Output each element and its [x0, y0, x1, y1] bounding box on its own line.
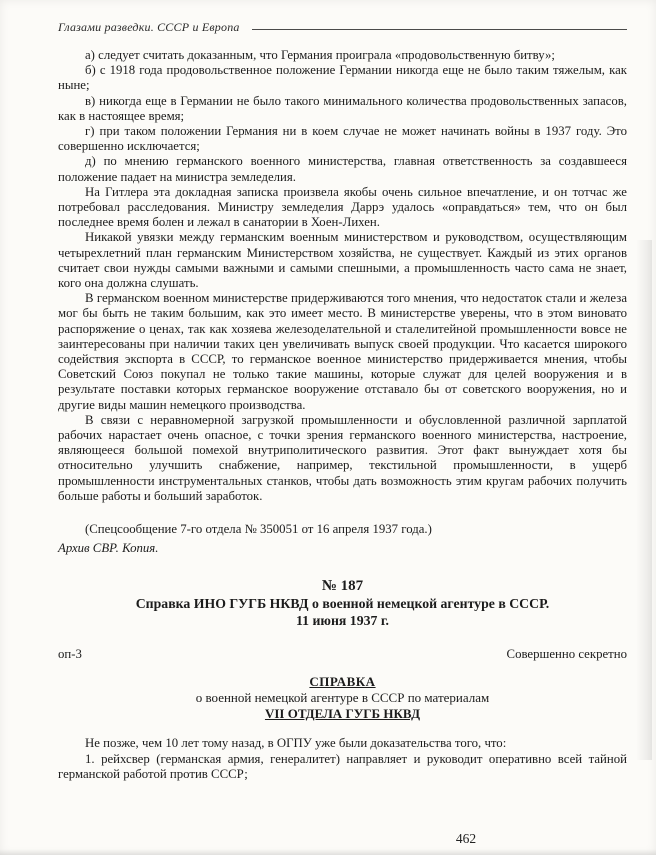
- report-body: [58, 48, 627, 504]
- page-number: 462: [455, 831, 477, 846]
- header-rule: [252, 29, 627, 30]
- spravka-heading: СПРАВКА: [309, 674, 376, 690]
- report-list-item-b: б) с 1918 года продовольственное положение Германии никогда еще не было таким тяжелым, как ныне;: [58, 63, 627, 93]
- spravka-department: VII ОТДЕЛА ГУГБ НКВД: [264, 706, 421, 722]
- spravka-body: [58, 736, 627, 783]
- report-paragraph: На Гитлера эта докладная записка произвела якобы очень сильное впечатление, и он тотчас же потребовал расследования. Министру земледелия Даррэ удалось «оправдаться» тем, что он был последнее время болен и лежал в санатории в Хоен-Лихен.: [58, 184, 627, 230]
- spravka-subheading: о военной немецкой агентуре в СССР по материалам: [195, 690, 490, 706]
- scan-artifact-bottom-edge: [0, 849, 656, 855]
- document-title-line2: 11 июня 1937 г.: [295, 613, 390, 629]
- report-list-item-a: а) следует считать доказанным, что Германия проиграла «продовольственную битву»;: [85, 48, 555, 62]
- running-header: [58, 20, 627, 35]
- report-paragraph: Никакой увязки между германским военным министерством и руководством, осуществляющим четырехлетний план германским Министерством хозяйства, не существует. Каждый из этих органов считает свои нужды самыми важными и самыми спешными, а промышленность часто сама не знает, кого она должна слушать.: [58, 230, 627, 291]
- scan-artifact-right-edge: [636, 240, 652, 760]
- spravka-heading-block: [58, 674, 627, 722]
- report-paragraph: В германском военном министерстве придерживаются того мнения, что недостаток стали и железа мог бы быть не таким большим, как это имеет место. В министерстве уверены, что в этом виновато распоряжение о ценах, так как хозяева железоделательной и сталелитейной промышленности вовсе не заинтересованы при наличии таких цен увеличивать выпуск своей продукции. Что касается широкого содействия экспорта в СССР, то германское военное министерство придерживается мнения, чтобы Советский Союз покупал не только такие машины, которые служат для целей вооружения и в результате поставки которых германское вооружение отставало бы от советского вооружения, но и другие виды машин немецкого производства.: [58, 291, 627, 412]
- document-number: № 187: [321, 578, 364, 595]
- document-title-line1: Справка ИНО ГУГБ НКВД о военной немецкой агентуре в СССР.: [135, 596, 550, 612]
- running-header-title: Глазами разведки. СССР и Европа: [58, 20, 240, 34]
- report-list-item-g: г) при таком положении Германия ни в коем случае не может начинать войны в 1937 году. Это совершенно исключается;: [58, 124, 627, 154]
- spravka-paragraph: 1. рейхсвер (германская армия, генералитет) направляет и руководит оперативно всей тайной германской работой против СССР;: [58, 751, 627, 782]
- report-list-item-d: д) по мнению германского военного министерства, главная ответственность за создавшееся положение падает на министра земледелия.: [58, 154, 627, 184]
- document-meta-row: [58, 647, 627, 662]
- archive-note: Архив СВР. Копия.: [58, 541, 159, 556]
- source-note: (Спецсообщение 7-го отдела № 350051 от 16 апреля 1937 года.): [85, 522, 432, 537]
- op-mark: оп-3: [58, 647, 82, 662]
- spravka-paragraph: Не позже, чем 10 лет тому назад, в ОГПУ уже были доказательства того, что:: [85, 736, 507, 751]
- report-list-item-v: в) никогда еще в Германии не было такого минимального количества продовольственных запасов, как в настоящее время;: [58, 93, 627, 123]
- secrecy-stamp: Совершенно секретно: [506, 647, 627, 662]
- report-paragraph: В связи с неравномерной загрузкой промышленности и обусловленной различной зарплатой рабочих нарастает очень опасное, с точки зрения германского военного министерства, настроение, являющееся большой помехой внутриполитического развития. Этот факт вынуждает хотя бы относительно улучшить снабжение, например, текстильной промышленности, в ущерб промышленности инструментальных станков, чтобы дать возможность этим кругам рабочих получить больше работы и больший заработок.: [58, 412, 627, 503]
